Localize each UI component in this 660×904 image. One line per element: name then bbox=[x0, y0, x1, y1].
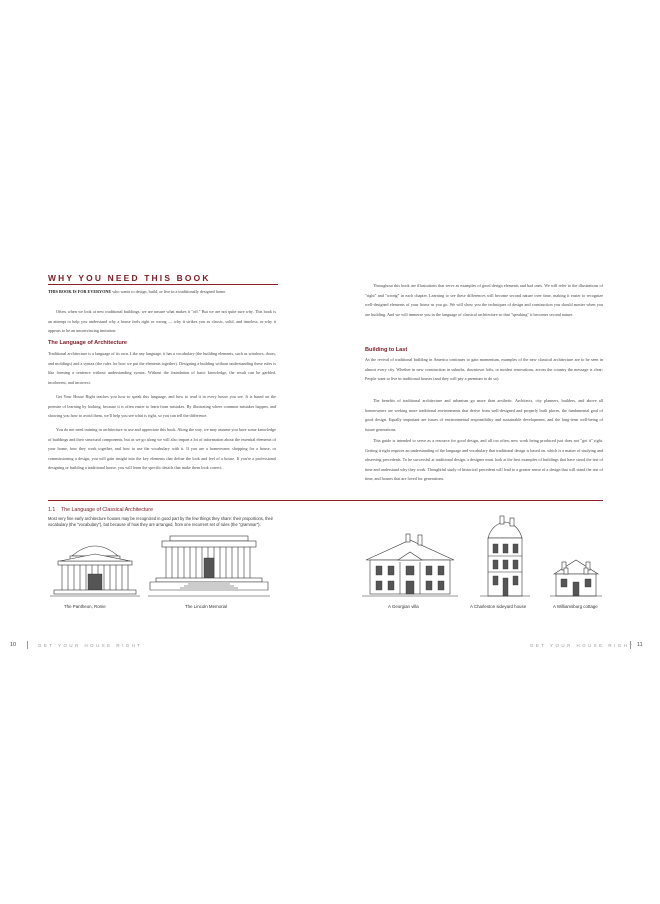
right-paragraph-4: This guide is intended to serve as a resource for good design, and all too often, new work being produced just does not "get it" right. Getting it right requires an understanding of the language and vocabulary that traditional design is based on, which is a matter of studying and observing precedents. To be successful at traditional design, a designer must look at the best examples of buildings that have stood the test of time and understand why they work. Thoughtful study of historical precedent will lead to a greater sense of a design that will stand the test of time, and houses that are loved for generations. bbox=[365, 438, 603, 482]
charleston-house-illustration bbox=[480, 516, 530, 600]
williamsburg-cottage-illustration bbox=[550, 556, 602, 600]
pantheon-illustration bbox=[50, 530, 140, 600]
left-subhead: The Language of Architecture bbox=[48, 340, 128, 346]
right-paragraph-2: As the revival of traditional building in America continues to gain momentum, examples of the new classical architecture are to be seen in almost every city. Whether in new construction in suburbs, downtown lofts, or modest renovations, across the country the message is clear: People want to live in traditional houses (and they will pay a premium to do so). bbox=[365, 357, 603, 382]
label-pantheon: The Pantheon, Rome bbox=[64, 604, 106, 609]
label-georgian-villa: A Georgian villa bbox=[388, 604, 419, 609]
title-rule bbox=[48, 284, 278, 285]
lincoln-memorial-illustration bbox=[148, 530, 270, 600]
left-running-foot: GET YOUR HOUSE RIGHT bbox=[38, 643, 143, 648]
right-page-number: 11 bbox=[637, 642, 643, 648]
right-footer-rule bbox=[630, 641, 631, 649]
figure-caption bbox=[48, 507, 153, 513]
intro-lead: THIS BOOK IS FOR EVERYONE bbox=[48, 289, 112, 294]
label-lincoln-memorial: The Lincoln Memorial bbox=[185, 604, 227, 609]
georgian-villa-illustration bbox=[362, 532, 458, 600]
right-paragraph-1: Throughout this book are illustrations that serve as examples of good design elements and bad ones. We will refer to the illustrations of "right" and "wrong" in each chapter. Learning to see these differences will become second nature over time, making it easier to recognize well-designed elements of your house as you go. We will show you the techniques of design and construction you should master when you are building. And we will immerse you in the language of classical architecture so that "speaking" it becomes second nature. bbox=[365, 283, 603, 317]
right-paragraph-3: The benefits of traditional architecture and urbanism go more than aesthetic. Architects, city planners, builders, and above all homeowners are seeking more traditional environments that derive from well-designed and properly built places, the fundamental goal of good design. Equally important are issues of environmental responsibility and sustainable development, and the long-term well-being of future generations. bbox=[365, 398, 603, 432]
right-running-foot: GET YOUR HOUSE RIGHT bbox=[530, 643, 635, 648]
left-intro-paragraph bbox=[48, 287, 276, 297]
right-subhead: Building to Last bbox=[365, 347, 408, 353]
label-charleston-house: A Charleston sideyard house bbox=[470, 604, 527, 609]
label-williamsburg-cottage: A Williamsburg cottage bbox=[553, 604, 598, 609]
figure-title: The Language of Classical Architecture bbox=[60, 507, 154, 513]
intro-rest: who wants to design, build, or live in a traditionally designed home. bbox=[112, 289, 227, 294]
left-footer-rule bbox=[27, 641, 28, 649]
left-page-number: 10 bbox=[10, 642, 16, 648]
left-paragraph-2: Often, when we look at new traditional buildings, we are unsure what makes it "off." But we are not quite sure why. This book is an attempt to help you understand why a house feels right or wrong — why it strikes you as classic, solid, and timeless, or why it appears to be an unconvincing imitation. bbox=[48, 309, 276, 334]
left-paragraph-5: You do not need training in architecture to use and appreciate this book. Along the way, we may assume you have some knowledge of buildings and their structural components, but as we go along we will also impart a lot of information about the essential elements of your home, how they work together, and how to use the vocabulary with it. If you are a homeowner, shopping for a house, or commissioning a design, you will gain insight into the key elements that define the look and feel of a house. If you're a professional designing or building a traditional house, you will learn the specific details that make them look correct. bbox=[48, 427, 276, 471]
figure-rule bbox=[48, 500, 603, 501]
figure-caption-text: Most very fine early architecture houses may be recognized in good part by the few things they share: their proportions, their vocabulary (the "vocabulary"), but because of how they are arranged, from one recurrent set of rules (the "grammar"). bbox=[48, 516, 274, 528]
figure-number: 1.1 bbox=[48, 507, 56, 513]
left-paragraph-3: Traditional architecture is a language of its own. Like any language, it has a vocabulary (the building elements, such as windows, doors, and moldings) and a syntax (the rules for how we put the elements together). Designing a building without understanding these rules is like forming a sentence without understanding syntax. Without the foundation of basic knowledge, the result can be garbled, incoherent, and incorrect. bbox=[48, 351, 277, 385]
left-paragraph-4: Get Your House Right teaches you how to speak this language, and how to read it in every house you see. It is based on the premise of learning by looking, because it is often easier to learn from mistakes. By illustrating where common mistakes happen, and showing you how to avoid them, we'll help you see what is right, so you can tell the difference. bbox=[48, 394, 276, 419]
chapter-title: WHY YOU NEED THIS BOOK bbox=[48, 273, 211, 283]
